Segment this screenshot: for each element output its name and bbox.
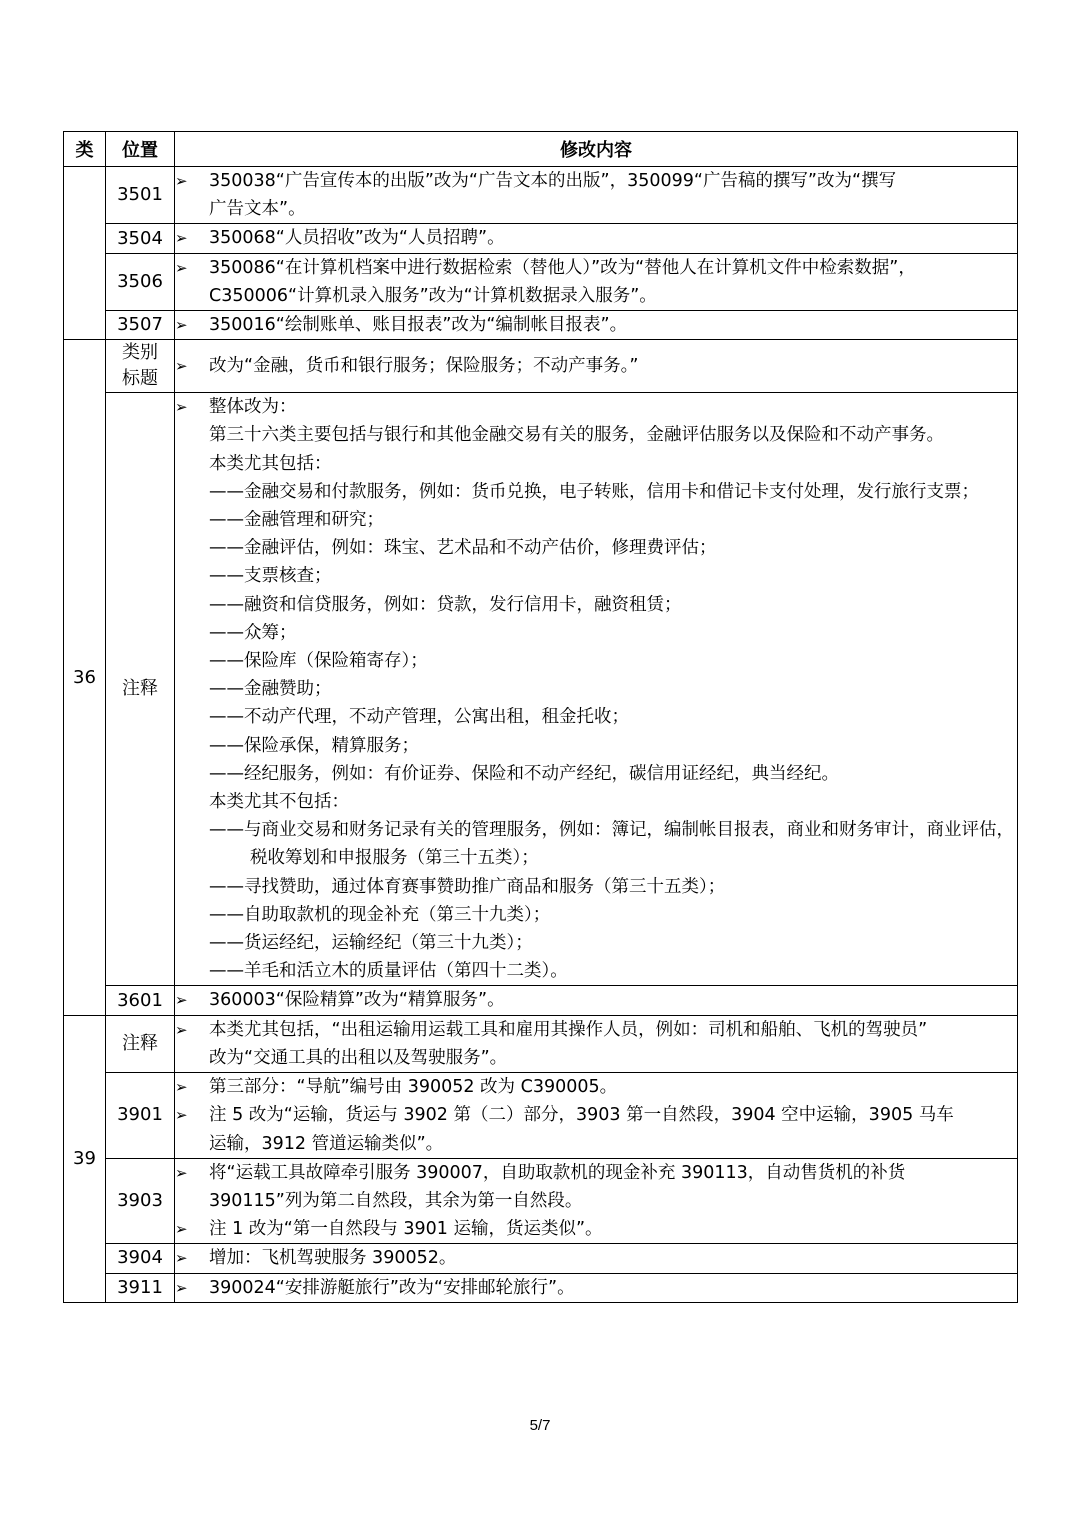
class-cell-39: 39 [64, 1015, 106, 1302]
content-cell: ➢ 350068“人员招收”改为“人员招聘”。 [175, 224, 1018, 253]
arrowhead-bullet-icon: ➢ [175, 258, 188, 277]
content-cell: ➢ 增加：飞机驾驶服务 390052。 [175, 1244, 1018, 1273]
content-cell: ➢ 改为“金融，货币和银行服务；保险服务；不动产事务。” [175, 340, 1018, 393]
table-row [64, 340, 1018, 393]
table-row [64, 224, 1018, 253]
content-cell: ➢ 350016“绘制账单、账目报表”改为“编制帐目报表”。 [175, 311, 1018, 340]
table-row [64, 1273, 1018, 1302]
content-cell: ➢ 本类尤其包括，“出租运输用运载工具和雇用其操作人员，例如：司机和船舶、飞机的驾驶员” 改为“交通工具的出租以及驾驶服务”。 [175, 1015, 1018, 1072]
table-row [64, 311, 1018, 340]
header-position: 位置 [106, 132, 175, 167]
arrowhead-bullet-icon: ➢ [175, 1278, 188, 1297]
table-row [64, 393, 1018, 986]
class-cell-35 [64, 167, 106, 340]
amendment-table [63, 131, 1018, 1303]
position-cell: 3901 [106, 1073, 175, 1159]
table-row [64, 167, 1018, 224]
position-cell: 3601 [106, 986, 175, 1015]
table-row [64, 1073, 1018, 1159]
content-cell: ➢ 第三部分：“导航”编号由 390052 改为 C390005。 ➢ 注 5 改为“运输，货运与 3902 第（二）部分，3903 第一自然段，3904 空中运输，3905 马车 运输，3912 管道运输类似”。 [175, 1073, 1018, 1159]
content-cell: ➢ 350038“广告宣传本的出版”改为“广告文本的出版”，350099“广告稿的撰写”改为“撰写 广告文本”。 [175, 167, 1018, 224]
content-cell: ➢ 将“运载工具故障牵引服务 390007，自助取款机的现金补充 390113，自动售货机的补货 390115”列为第二自然段，其余为第一自然段。 ➢ 注 1 改为“第一自然段与 3901 运输，货运类似”。 [175, 1158, 1018, 1244]
arrowhead-bullet-icon: ➢ [175, 1078, 188, 1097]
arrowhead-bullet-icon: ➢ [175, 1220, 188, 1239]
position-cell: 3506 [106, 253, 175, 310]
page-number: 5/7 [529, 1417, 551, 1434]
table-row [64, 1158, 1018, 1244]
header-content: 修改内容 [175, 132, 1018, 167]
arrowhead-bullet-icon: ➢ [175, 1106, 188, 1125]
position-cell: 3911 [106, 1273, 175, 1302]
arrowhead-bullet-icon: ➢ [175, 316, 188, 335]
content-cell: ➢ 360003“保险精算”改为“精算服务”。 [175, 986, 1018, 1015]
table-row [64, 986, 1018, 1015]
position-cell: 注释 [106, 393, 175, 986]
arrowhead-bullet-icon: ➢ [175, 1020, 188, 1039]
position-cell: 3504 [106, 224, 175, 253]
position-cell: 3903 [106, 1158, 175, 1244]
position-cell: 3507 [106, 311, 175, 340]
position-cell: 类别 标题 [106, 340, 175, 393]
arrowhead-bullet-icon: ➢ [175, 991, 188, 1010]
table-row [64, 253, 1018, 310]
position-cell: 3904 [106, 1244, 175, 1273]
arrowhead-bullet-icon: ➢ [175, 172, 188, 190]
table-row [64, 1015, 1018, 1072]
position-cell: 3501 [106, 167, 175, 224]
content-cell: ➢ 整体改为： 第三十六类主要包括与银行和其他金融交易有关的服务，金融评估服务以及保险和不动产事务。 本类尤其包括： ——金融交易和付款服务，例如：货币兑换，电子转账，信用卡和借记卡支付处理，发行旅行支票； ——金融管理和研究； ——金融评估，例如：珠宝、艺术品和不动产估价，修理费评估； ——支票核查； ——融资和信贷服务，例如：贷款，发行信用卡，融资租赁； ——众筹； ——保险库（保险箱寄存）； ——金融赞助； ——不动产代理，不动产管理，公寓出租，租金托收； ——保险承保，精算服务； ——经纪服务，例如：有价证券、保险和不动产经纪，碳信用证经纪，典当经纪。 本类尤其不包括： ——与商业交易和财务记录有关的管理服务，例如：簿记，编制帐目报表，商业和财务审计，商业评估，税收筹划和申报服务（第三十五类）； ——寻找赞助，通过体育赛事赞助推广商品和服务（第三十五类）； ——自助取款机的现金补充（第三十九类）； ——货运经纪，运输经纪（第三十九类）； ——羊毛和活立木的质量评估（第四十二类）。 [175, 393, 1018, 986]
header-class: 类 [64, 132, 106, 167]
arrowhead-bullet-icon: ➢ [175, 398, 188, 417]
arrowhead-bullet-icon: ➢ [175, 1163, 188, 1182]
arrowhead-bullet-icon: ➢ [175, 229, 188, 248]
content-cell: ➢ 390024“安排游艇旅行”改为“安排邮轮旅行”。 [175, 1273, 1018, 1302]
position-cell: 注释 [106, 1015, 175, 1072]
table-row [64, 1244, 1018, 1273]
class-cell-36: 36 [64, 340, 106, 1015]
arrowhead-bullet-icon: ➢ [175, 357, 188, 376]
content-cell: ➢ 350086“在计算机档案中进行数据检索（替他人）”改为“替他人在计算机文件中检索数据”， C350006“计算机录入服务”改为“计算机数据录入服务”。 [175, 253, 1018, 310]
arrowhead-bullet-icon: ➢ [175, 1249, 188, 1268]
header-row [64, 132, 1018, 167]
